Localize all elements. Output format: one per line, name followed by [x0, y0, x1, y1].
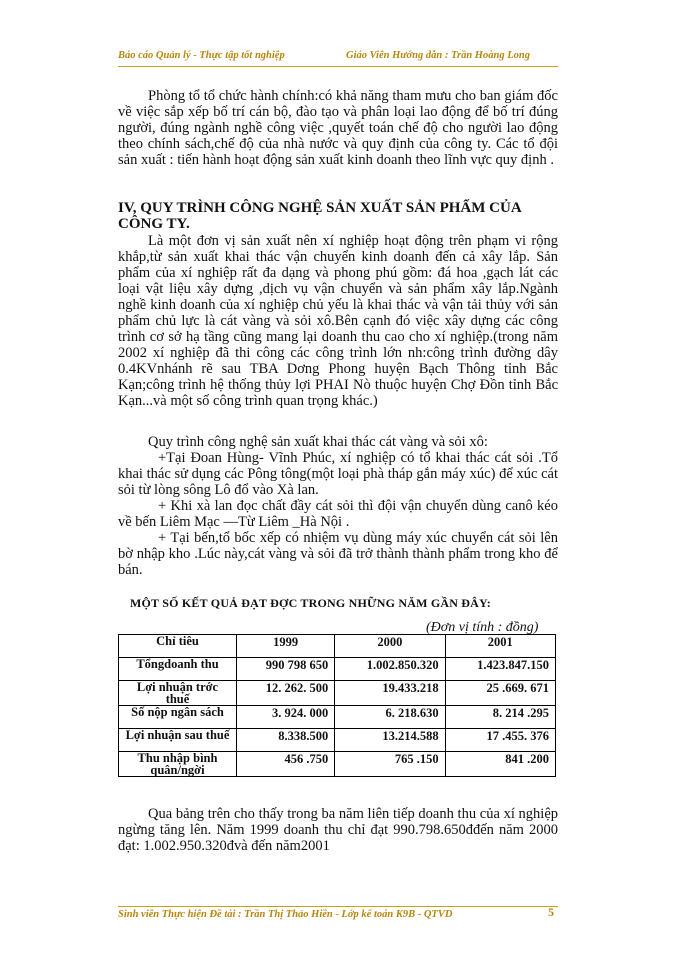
paragraph-3: Quy trình công nghệ sản xuất khai thác cát vàng và sỏi xô:	[148, 434, 488, 450]
table-cell: Lợi nhuận trớc thuế	[119, 681, 237, 706]
table-cell: 19.433.218	[335, 681, 445, 706]
table-header-cell: 2001	[445, 635, 555, 658]
paragraph-4: +Tại Đoan Hùng- Vĩnh Phúc, xí nghiệp có tổ khai thác cát sỏi .Tổ khai thác sử dụng các Pông tông(một loại phà tháp gắn máy xúc) để xúc cát sỏi từ lòng sông Lô đổ vào Xà lan.	[118, 450, 558, 498]
table-cell: 1.423.847.150	[445, 658, 555, 681]
table-row	[119, 729, 556, 752]
page-number: 5	[548, 905, 554, 919]
header-left: Báo cáo Quản lý - Thực tập tốt nghiệp	[118, 50, 285, 61]
table-cell: Số nộp ngân sách	[119, 706, 237, 729]
paragraph-org	[118, 88, 558, 168]
paragraph-1: Phòng tổ tổ chức hành chính:có khả năng tham mưu cho ban giám đốc về việc sắp xếp bố trí cán bộ, đào tạo và phân loại lao động để bố trí đúng người, đúng ngành nghề công việc ,quyết toán chế độ cho người lao động theo chính sách,chế độ của nhà nước và quy định của công ty. Các tổ đội sản xuất : tiến hành hoạt động sản xuất kinh doanh theo lĩnh vực quy định .	[118, 88, 558, 168]
paragraph-7: Qua bảng trên cho thấy trong ba năm liên tiếp doanh thu của xí nghiệp ngừng tăng lên. Năm 1999 doanh thu chỉ đạt 990.798.650đđến năm 2000 đạt: 1.002.950.320đvà đến năm2001	[118, 806, 558, 854]
table-row	[119, 706, 556, 729]
table-cell: 8.338.500	[237, 729, 335, 752]
table-cell: 456 .750	[237, 752, 335, 777]
paragraph-summary	[118, 806, 558, 854]
table-row	[119, 752, 556, 777]
table-header-cell: 1999	[237, 635, 335, 658]
results-table	[118, 634, 556, 777]
table-cell: 841 .200	[445, 752, 555, 777]
table-cell: 8. 214 .295	[445, 706, 555, 729]
table-cell: 1.002.850.320	[335, 658, 445, 681]
section-heading: IV, QUY TRÌNH CÔNG NGHỆ SẢN XUẤT SẢN PHẨM CỦA CÔNG TY.	[118, 200, 521, 232]
page-footer: Sinh viên Thực hiện Đề tài : Trần Thị Thảo Hiền - Lớp kế toán K9B - QTVD	[118, 909, 453, 920]
table-header-cell: Chỉ tiêu	[119, 635, 237, 658]
table-cell: 12. 262. 500	[237, 681, 335, 706]
table-row	[119, 681, 556, 706]
table-cell: 6. 218.630	[335, 706, 445, 729]
header-rule	[118, 66, 558, 67]
table-cell: 13.214.588	[335, 729, 445, 752]
paragraph-6: + Tại bến,tổ bốc xếp có nhiệm vụ dùng máy xúc chuyển cát sỏi lên bờ nhập kho .Lúc này,cát vàng và sỏi đã trở thành thành phẩm trong kho để bán.	[118, 530, 558, 578]
table-cell: 17 .455. 376	[445, 729, 555, 752]
page-header	[118, 50, 558, 61]
table-cell: 765 .150	[335, 752, 445, 777]
header-right: Giáo Viên Hướng dẫn : Trần Hoàng Long	[346, 50, 530, 61]
table-cell: 3. 924. 000	[237, 706, 335, 729]
paragraph-5: + Khi xà lan đọc chất đầy cát sỏi thì đội vận chuyển dùng canô kéo về bến Liêm Mạc —Từ Liêm _Hà Nội .	[118, 498, 558, 530]
footer-rule	[118, 906, 558, 907]
table-cell: 990 798 650	[237, 658, 335, 681]
table-title: MỘT SỐ KẾT QUẢ ĐẠT ĐỢC TRONG NHỮNG NĂM GẦN ĐÂY:	[130, 596, 491, 610]
table-unit: (Đơn vị tính : đồng)	[426, 620, 539, 635]
table-cell: Tổngdoanh thu	[119, 658, 237, 681]
table-cell: Lợi nhuận sau thuế	[119, 729, 237, 752]
table-cell: Thu nhập bình quân/ngời	[119, 752, 237, 777]
table-row	[119, 658, 556, 681]
table-header-row	[119, 635, 556, 658]
process-block	[118, 434, 558, 578]
table-header-cell: 2000	[335, 635, 445, 658]
table-cell: 25 .669. 671	[445, 681, 555, 706]
paragraph-products	[118, 233, 558, 409]
paragraph-2: Là một đơn vị sản xuất nên xí nghiệp hoạt động trên phạm vi rộng khắp,từ sản xuất khai thác vận chuyển kinh doanh đến cả xây lắp. Sản phẩm của xí nghiệp rất đa dạng và phong phú gồm: đá hoa ,gạch lát các loại vật liệu xây dựng ,dịch vụ vận chuyển và sản phẩm xây lắp.Ngành nghề kinh doanh của xí nghiệp chủ yếu là khai thác và vận tải thủy với sản phẩm chủ lực là cát vàng và sỏi xô.Bên cạnh đó việc xây dựng các công trình cơ sở hạ tầng cũng mang lại doanh thu cao cho xí nghiệp.(trong năm 2002 xí nghiệp đã thi công các công trình lớn nh:công trình đường dây 0.4KVnhánh rẽ sau TBA Dơng Phong huyện Bạch Thông tỉnh Bắc Kạn;công trình hệ thống thủy lợi PHAI Nò thuộc huyện Chợ Đồn tỉnh Bắc Kạn...và một số công trình quan trọng khác.)	[118, 233, 558, 409]
